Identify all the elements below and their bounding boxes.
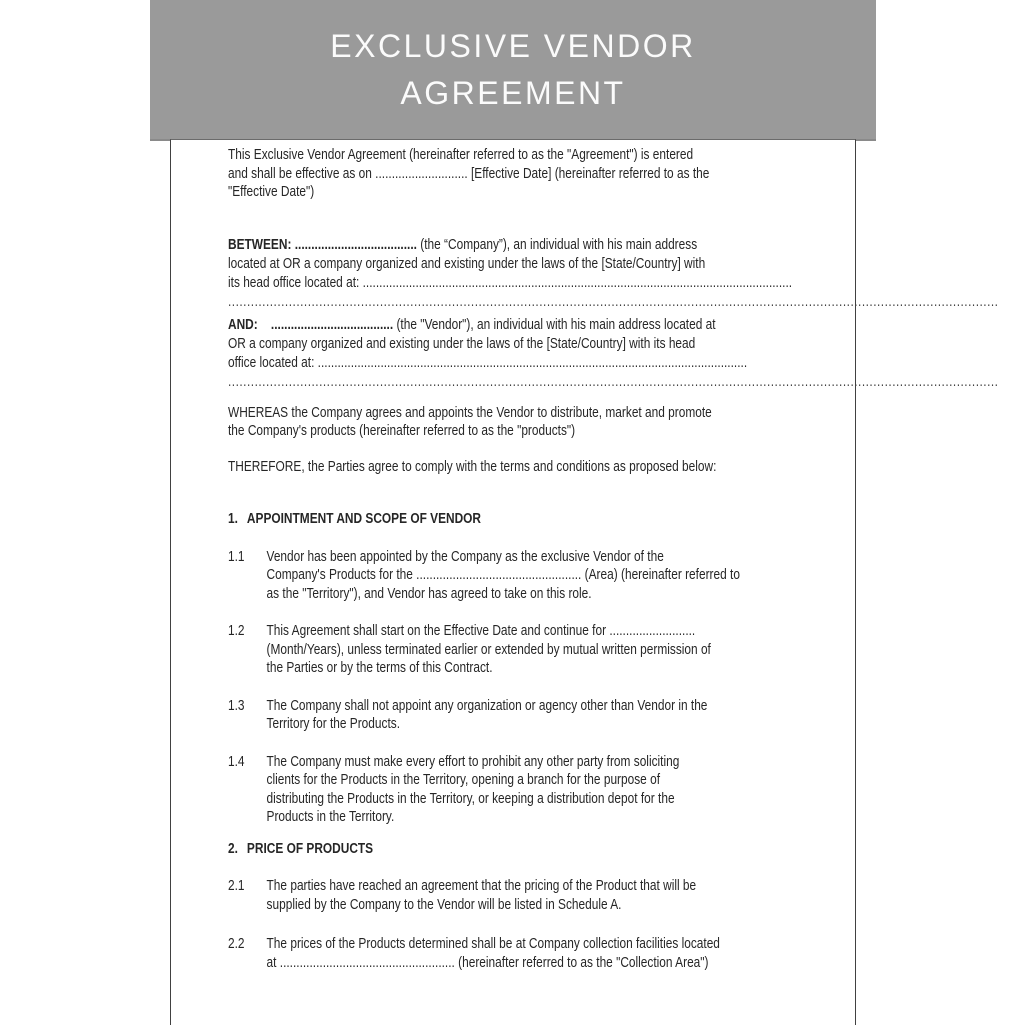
text-line: distributing the Products in the Territory, or keeping a distribution depot for the <box>266 790 675 807</box>
section-heading-2 <box>228 840 793 859</box>
text-line: The Company shall not appoint any organization or agency other than Vendor in the <box>266 697 708 714</box>
text-line <box>228 236 793 255</box>
text-line <box>228 316 793 335</box>
text-line: (Month/Years), unless terminated earlier or extended by mutual written permission of <box>266 641 711 658</box>
text-line: The parties have reached an agreement that the pricing of the Product that will be <box>266 878 697 894</box>
clause-1-4 <box>228 753 793 827</box>
and-paragraph <box>228 316 999 392</box>
text-line: Company's Products for the .................................................. (Area) (hereinafter referred to <box>266 567 740 583</box>
text-line: office located at: .................................................................................................................................. <box>228 354 748 371</box>
section-title: APPOINTMENT AND SCOPE OF VENDOR <box>246 511 482 527</box>
dotted-fill-line: ........................................................................................................................................................................................................... <box>228 373 999 390</box>
page-title-line-1: EXCLUSIVE VENDOR <box>330 27 696 64</box>
text-line: "Effective Date") <box>228 184 315 200</box>
clause-text <box>267 877 793 914</box>
between-paragraph <box>228 236 999 312</box>
clause-number: 1.2 <box>228 623 245 639</box>
text-line: This Exclusive Vendor Agreement (hereinafter referred to as the "Agreement") is entered <box>228 147 694 163</box>
whereas-paragraph <box>228 404 793 441</box>
clause-1-3 <box>228 697 793 734</box>
and-text: (the "Vendor"), an individual with his main address located at <box>393 316 716 333</box>
text-line: its head office located at: .................................................................................................................................. <box>228 274 793 291</box>
header-band <box>150 0 876 141</box>
clause-2-2 <box>228 935 793 972</box>
between-text: (the “Company”), an individual with his main address <box>416 236 698 253</box>
opening-paragraph <box>228 146 793 202</box>
section-number: 1. <box>228 511 238 527</box>
therefore-paragraph <box>228 458 793 477</box>
text-line: clients for the Products in the Territory, opening a branch for the purpose of <box>266 772 661 788</box>
clause-text <box>267 753 793 827</box>
document-content <box>228 140 999 972</box>
clause-2-1 <box>228 877 793 914</box>
document-page <box>170 139 999 1025</box>
text-line: the Company's products (hereinafter referred to as the "products") <box>228 423 576 439</box>
text-line: as the "Territory"), and Vendor has agreed to take on this role. <box>266 585 592 602</box>
clause-number: 2.2 <box>228 936 245 952</box>
clause-number: 1.1 <box>228 548 245 565</box>
text-line: The Company must make every effort to prohibit any other party from soliciting <box>266 753 680 770</box>
text-line: Vendor has been appointed by the Company as the exclusive Vendor of the <box>266 548 664 565</box>
text-line: WHEREAS the Company agrees and appoints the Vendor to distribute, market and promote <box>228 404 712 421</box>
section-number: 2. <box>228 840 238 857</box>
clause-text <box>267 935 793 972</box>
clause-number: 1.4 <box>228 753 245 770</box>
clause-number: 2.1 <box>228 878 245 894</box>
clause-1-2 <box>228 622 793 678</box>
text-line: and shall be effective as on ............................ [Effective Date] (hereinafter referred to as the <box>228 165 710 182</box>
dotted-fill-line: ........................................................................................................................................................................................................... <box>228 293 999 310</box>
text-line: Territory for the Products. <box>266 716 401 732</box>
section-title: PRICE OF PRODUCTS <box>246 840 374 857</box>
page-title-line-2: AGREEMENT <box>400 74 626 111</box>
text-line: supplied by the Company to the Vendor will be listed in Schedule A. <box>266 896 622 913</box>
text-line: The prices of the Products determined shall be at Company collection facilities located <box>266 936 720 952</box>
between-label: BETWEEN: ..................................... <box>228 236 417 253</box>
text-line: This Agreement shall start on the Effective Date and continue for .......................... <box>266 623 696 639</box>
text-line: the Parties or by the terms of this Contract. <box>266 660 493 676</box>
text-line: located at OR a company organized and existing under the laws of the [State/Country] with <box>228 255 706 272</box>
text-line: THEREFORE, the Parties agree to comply with the terms and conditions as proposed below: <box>228 458 717 475</box>
clause-text <box>267 697 793 734</box>
clause-number: 1.3 <box>228 697 245 714</box>
text-line: Products in the Territory. <box>266 809 395 825</box>
text-line: at ..................................................... (hereinafter referred to as the "Collection Area") <box>266 954 709 971</box>
and-label: AND: ..................................... <box>228 316 394 333</box>
clause-1-1 <box>228 548 793 604</box>
text-line: OR a company organized and existing under the laws of the [State/Country] with its head <box>228 335 696 352</box>
clause-text <box>267 548 793 604</box>
clause-text <box>267 622 793 678</box>
section-heading-1 <box>228 510 793 529</box>
